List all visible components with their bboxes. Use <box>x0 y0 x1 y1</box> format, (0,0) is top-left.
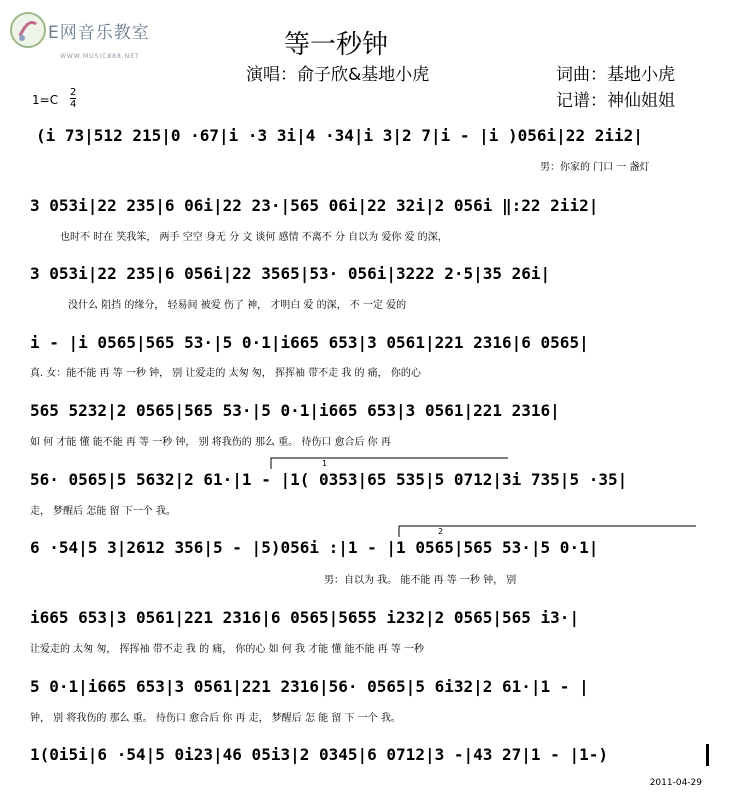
site-url: WWW.MUSIC888.NET <box>60 53 140 60</box>
time-sig-top: 2 <box>70 87 77 98</box>
lyric-line-8: 让爱走的 太匆 匆， 挥挥袖 带不走 我 的 痛， 你的心 如 何 我 才能 懂 能不能 再 等 一秒 <box>30 644 425 655</box>
svg-text:2: 2 <box>438 527 444 536</box>
lyric-line-6: 走， 梦醒后 怎能 留 下一个 我。 <box>30 506 176 517</box>
volta-2-bracket <box>398 524 698 538</box>
notation-line-7: 6 ·54|5 3|2612 356|5 - |5)056i :|1 - |1 0565|565 53·|5 0·1| <box>30 538 599 557</box>
lyric-line-5: 如 何 才能 懂 能不能 再 等 一秒 钟， 别 将我伤的 那么 重。 待伤口 愈合后 你 再 <box>30 437 391 448</box>
composer: 词曲：基地小虎 <box>556 65 675 85</box>
lyric-line-4: 真. 女：能不能 再 等 一秒 钟， 别 让爱走的 太匆 匆， 挥挥袖 带不走 我 的 痛， 你的心 <box>30 368 421 379</box>
final-barline <box>706 744 709 766</box>
lyric-line-9: 钟， 别 将我伤的 那么 重。 待伤口 愈合后 你 再 走， 梦醒后 怎 能 留 下 一个 我。 <box>30 713 401 724</box>
lyric-line-2: 也时不 时在 笑我笨， 两手 空空 身无 分 文 谈何 感情 不离不 分 自以为 爱你 爱 的深， <box>60 232 448 243</box>
transcriber: 记谱：神仙姐姐 <box>556 91 675 111</box>
notation-line-4: i - |i 0565|565 53·|5 0·1|i665 653|3 0561|221 2316|6 0565| <box>30 333 589 352</box>
time-signature <box>70 87 76 110</box>
lyric-line-7: 男：自以为 我。 能不能 再 等 一秒 钟， 别 <box>324 575 517 586</box>
lyric-line-3: 没什么 阻挡 的缘分， 轻易间 被爱 伤了 神， 才明白 爱 的深， 不 一定 爱的 <box>68 300 407 311</box>
notation-line-10: 1(0i5i|6 ·54|5 0i23|46 05i3|2 0345|6 0712|3 -|43 27|1 - |1-) <box>30 745 608 764</box>
logo-icon <box>8 10 48 50</box>
notation-line-8: i665 653|3 0561|221 2316|6 0565|5655 i232|2 0565|565 i3·| <box>30 608 580 627</box>
site-name: E网音乐教室 <box>48 23 150 43</box>
notation-line-1: (i 73|512 215|0 ·67|i ·3 3i|4 ·34|i 3|2 7|i - |i )056i|22 2ii2| <box>36 126 643 145</box>
footer-date: 2011-04-29 <box>649 778 702 788</box>
notation-line-6: 56· 0565|5 5632|2 61·|1 - |1( 0353|65 535|5 0712|3i 735|5 ·35| <box>30 470 628 489</box>
lyric-line-1: 男：你家的 门口 一 盏灯 <box>540 162 650 173</box>
volta-1-bracket <box>270 456 510 470</box>
key-signature: 1=C <box>32 93 59 107</box>
singers: 演唱：俞子欣&基地小虎 <box>246 65 430 85</box>
svg-text:1: 1 <box>322 459 328 468</box>
notation-line-3: 3 053i|22 235|6 056i|22 3565|53· 056i|3222 2·5|35 26i| <box>30 264 551 283</box>
notation-line-2: 3 053i|22 235|6 06i|22 23·|565 06i|22 32i|2 056i ‖:22 2ii2| <box>30 196 599 215</box>
time-sig-bottom: 4 <box>70 99 77 110</box>
notation-line-5: 565 5232|2 0565|565 53·|5 0·1|i665 653|3 0561|221 2316| <box>30 401 560 420</box>
notation-line-9: 5 0·1|i665 653|3 0561|221 2316|56· 0565|5 6i32|2 61·|1 - | <box>30 677 589 696</box>
song-title: 等一秒钟 <box>284 30 389 60</box>
